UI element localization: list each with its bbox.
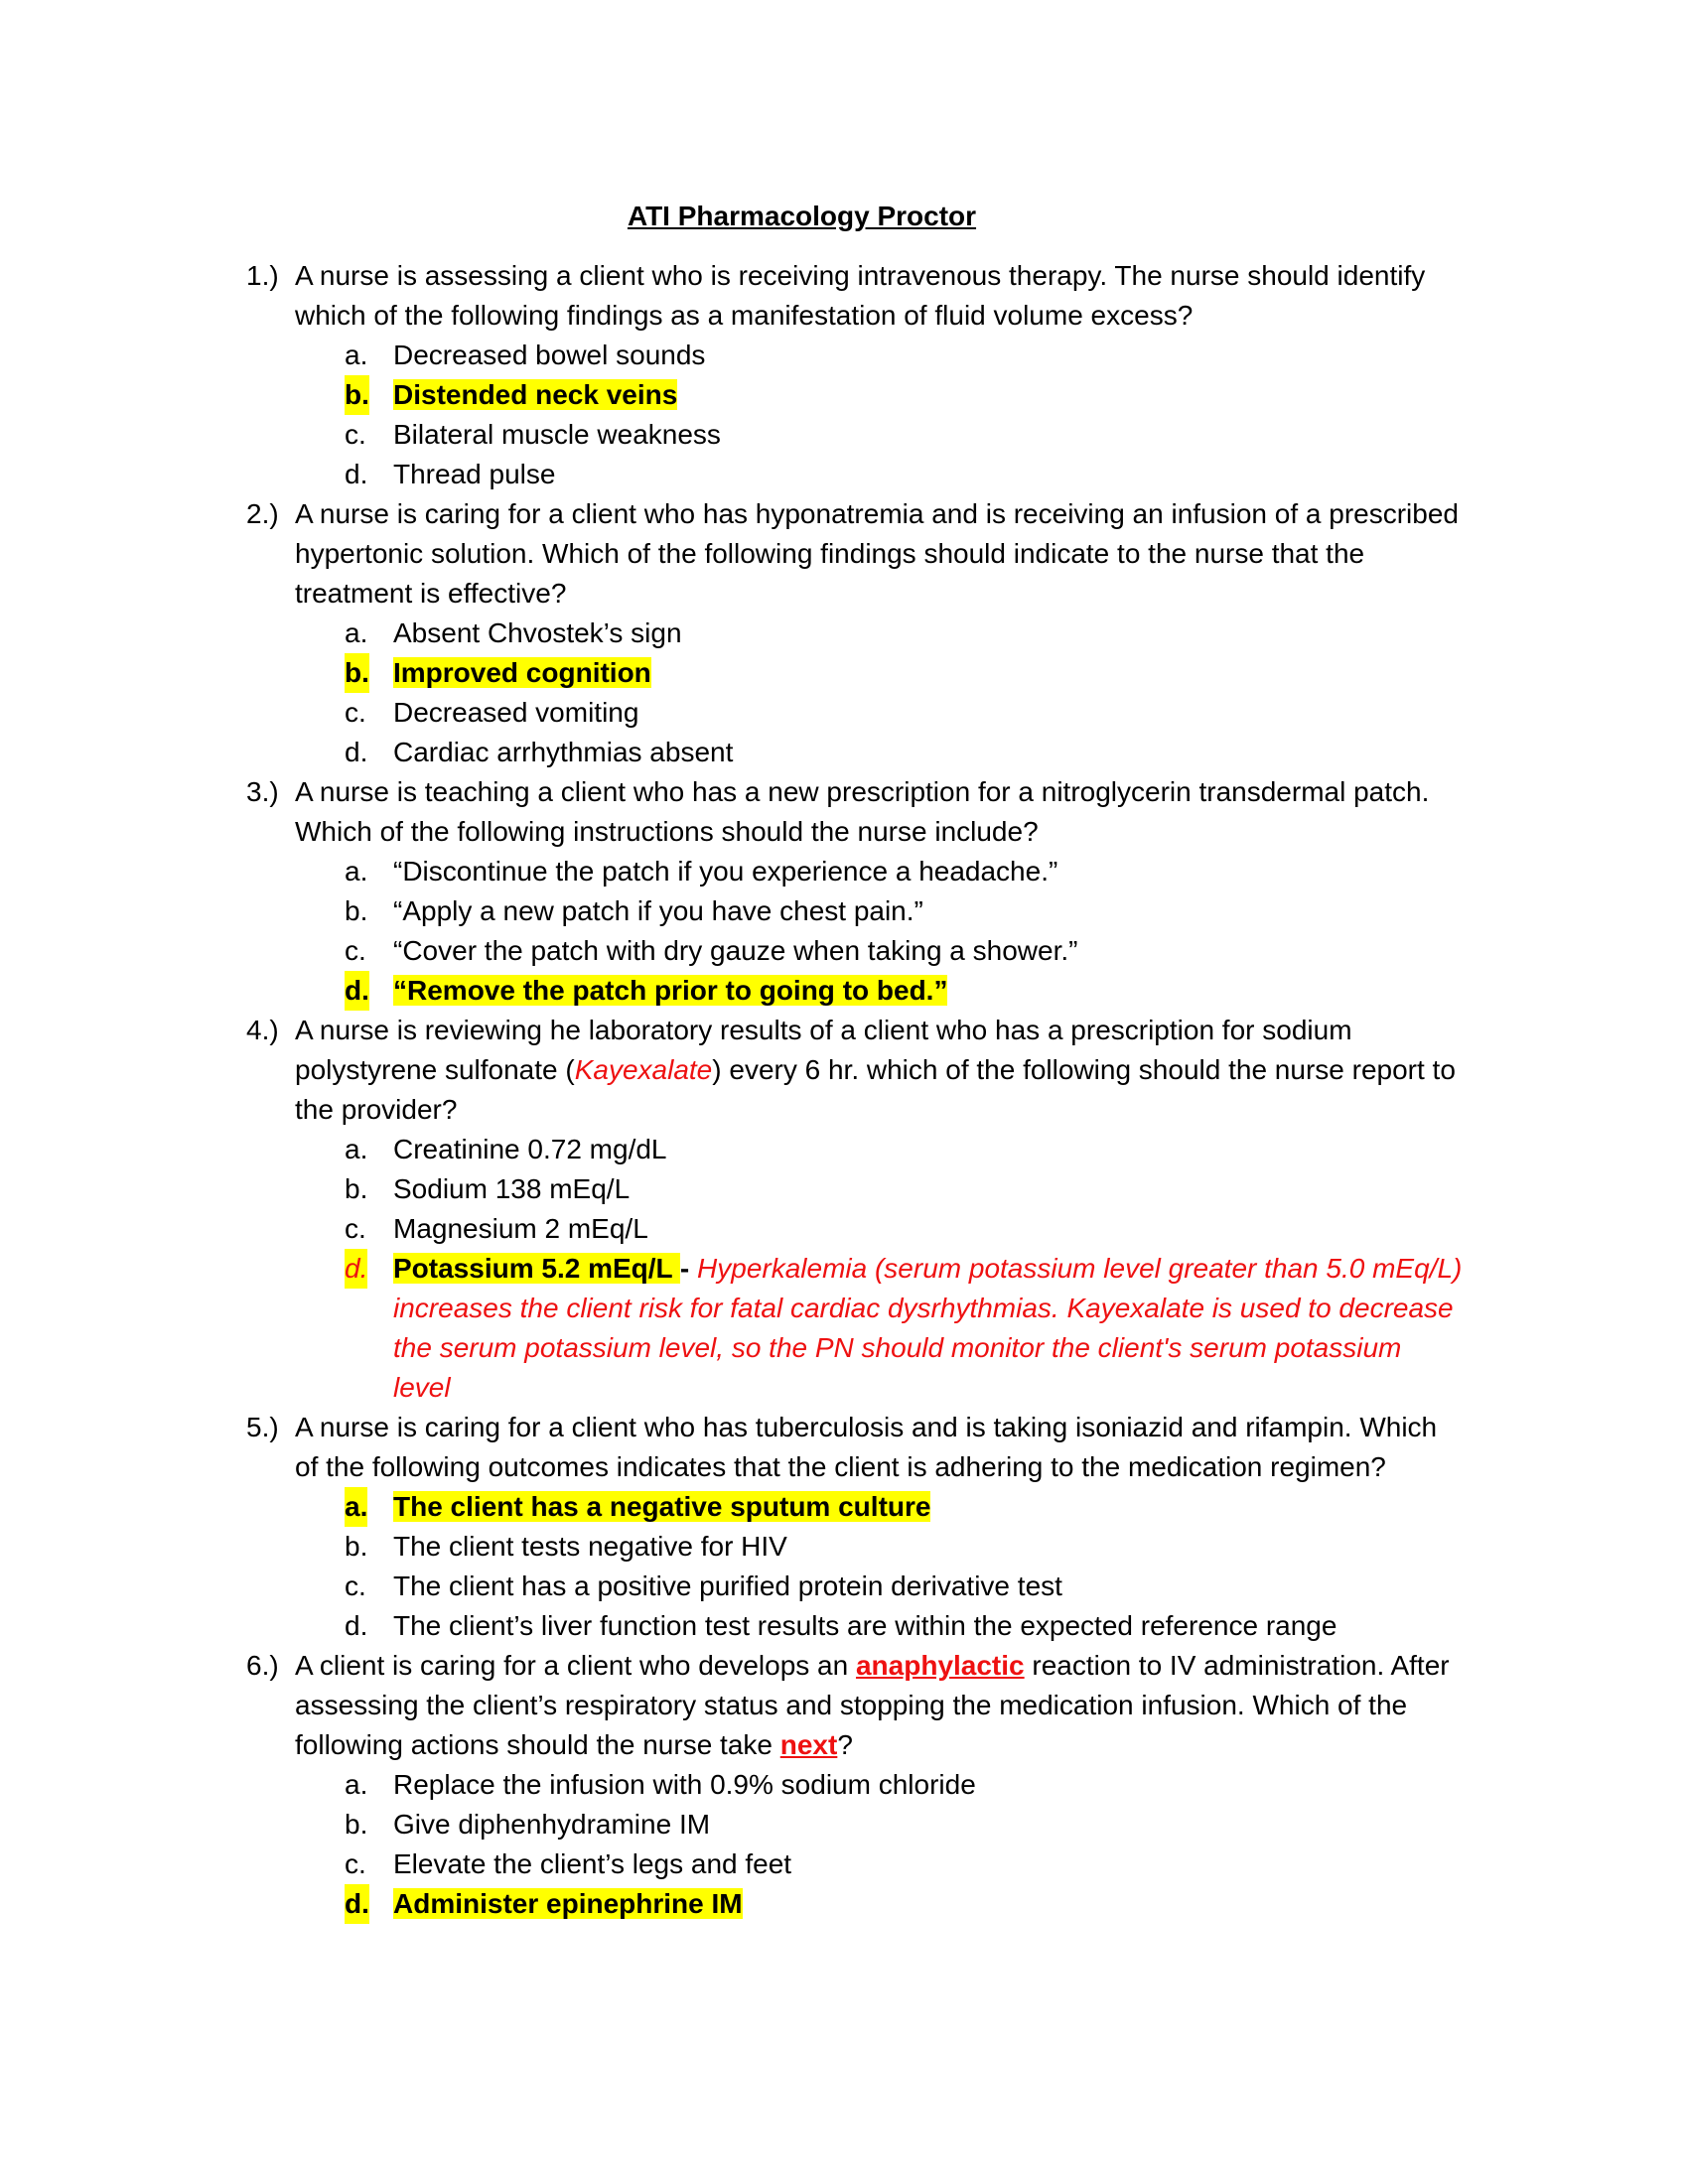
question-number: 3.) xyxy=(246,776,279,807)
option-4c xyxy=(0,1209,1688,1249)
option-text: Replace the infusion with 0.9% sodium chloride xyxy=(393,1769,976,1800)
keyword-anaphylactic: anaphylactic xyxy=(855,1650,1025,1681)
option-letter: c. xyxy=(345,697,366,728)
question-number: 4.) xyxy=(246,1015,279,1045)
answer-rationale: Hyperkalemia (serum potassium level greater than 5.0 mEq/L) increases the client risk for fatal cardiac dysrhythmias. Kayexalate is used to decrease the serum potassium level, so the PN should monitor the client's serum potassium level xyxy=(393,1253,1463,1403)
question-1 xyxy=(0,256,1467,336)
question-text-part: A client is caring for a client who develops an xyxy=(295,1650,856,1681)
option-text: “Discontinue the patch if you experience a headache.” xyxy=(393,856,1058,887)
option-1a xyxy=(0,336,1688,375)
option-text: The client’s liver function test results are within the expected reference range xyxy=(393,1610,1337,1641)
option-text: Thread pulse xyxy=(393,459,556,489)
answer-dash: - xyxy=(679,1253,690,1284)
option-letter: c. xyxy=(345,1848,366,1879)
option-letter: a. xyxy=(345,617,368,648)
question-text: A nurse is caring for a client who has tuberculosis and is taking isoniazid and rifampin. Which of the following outcomes indicates that the client is adhering to the medication regimen? xyxy=(295,1412,1438,1482)
option-2b-correct xyxy=(0,653,1688,693)
option-text: Creatinine 0.72 mg/dL xyxy=(393,1134,667,1164)
option-letter: d. xyxy=(345,1610,368,1641)
option-letter: d. xyxy=(345,1249,367,1289)
option-text: Decreased bowel sounds xyxy=(393,340,706,370)
option-letter: c. xyxy=(345,1213,366,1244)
page-title: ATI Pharmacology Proctor xyxy=(627,201,977,231)
option-text: The client has a positive purified protein derivative test xyxy=(393,1570,1062,1601)
option-5c xyxy=(0,1567,1688,1606)
option-letter: a. xyxy=(345,1134,368,1164)
option-1b-correct xyxy=(0,375,1688,415)
option-letter: d. xyxy=(345,971,369,1011)
question-text-part: ) every 6 hr. which of the following should the nurse report to the provider? xyxy=(295,1054,1456,1125)
option-letter: b. xyxy=(345,653,369,693)
question-list xyxy=(0,256,1688,1924)
option-2a xyxy=(0,614,1688,653)
option-3a xyxy=(0,852,1688,891)
question-4 xyxy=(0,1011,1467,1130)
option-4a xyxy=(0,1130,1688,1169)
option-2d xyxy=(0,733,1688,772)
question-text: A nurse is assessing a client who is receiving intravenous therapy. The nurse should identify which of the following findings as a manifestation of fluid volume excess? xyxy=(295,260,1426,331)
option-text-highlighted: The client has a negative sputum culture xyxy=(393,1491,931,1522)
question-text-part: A nurse is reviewing he laboratory results of a client who has a prescription for sodium polystyrene sulfonate ( xyxy=(295,1015,1352,1085)
question-number: 5.) xyxy=(246,1412,279,1442)
option-text: “Cover the patch with dry gauze when taking a shower.” xyxy=(393,935,1078,966)
question-text-part: reaction to IV administration. After assessing the client’s respiratory status and stopping the medication infusion. Which of the following actions should the nurse take xyxy=(295,1650,1450,1760)
question-2 xyxy=(0,494,1467,614)
option-3c xyxy=(0,931,1688,971)
option-text-highlighted: Improved cognition xyxy=(393,657,651,688)
option-text: The client tests negative for HIV xyxy=(393,1531,787,1562)
option-5b xyxy=(0,1527,1688,1567)
question-text: A nurse is teaching a client who has a new prescription for a nitroglycerin transdermal patch. Which of the following instructions should the nurse include? xyxy=(295,776,1430,847)
option-text-highlighted: Potassium 5.2 mEq/L xyxy=(393,1253,680,1284)
question-5 xyxy=(0,1408,1467,1487)
option-3b xyxy=(0,891,1688,931)
option-letter: d. xyxy=(345,1884,369,1924)
option-6c xyxy=(0,1844,1688,1884)
option-text-highlighted: Administer epinephrine IM xyxy=(393,1888,743,1919)
option-letter: b. xyxy=(345,375,369,415)
question-6 xyxy=(0,1646,1467,1765)
option-text-highlighted: Distended neck veins xyxy=(393,379,678,410)
question-text: A nurse is caring for a client who has hyponatremia and is receiving an infusion of a prescribed hypertonic solution. Which of the following findings should indicate to the nurse that the treatment is effective? xyxy=(295,498,1459,609)
option-letter: a. xyxy=(345,1487,367,1527)
option-4d-correct xyxy=(0,1249,1466,1408)
option-5d xyxy=(0,1606,1688,1646)
drug-name: Kayexalate xyxy=(574,1054,713,1085)
option-text-highlighted: “Remove the patch prior to going to bed.” xyxy=(393,975,948,1006)
option-3d-correct xyxy=(0,971,1688,1011)
option-1c xyxy=(0,415,1688,455)
question-text-part: ? xyxy=(837,1729,853,1760)
option-2c xyxy=(0,693,1688,733)
option-text: Bilateral muscle weakness xyxy=(393,419,721,450)
option-letter: a. xyxy=(345,1769,368,1800)
option-6a xyxy=(0,1765,1688,1805)
option-text: Give diphenhydramine IM xyxy=(393,1809,711,1840)
question-number: 1.) xyxy=(246,260,279,291)
option-letter: a. xyxy=(345,340,368,370)
option-4b xyxy=(0,1169,1688,1209)
option-text: Sodium 138 mEq/L xyxy=(393,1173,631,1204)
option-text: Absent Chvostek’s sign xyxy=(393,617,682,648)
option-text: “Apply a new patch if you have chest pain.” xyxy=(393,895,923,926)
option-text: Magnesium 2 mEq/L xyxy=(393,1213,648,1244)
option-letter: b. xyxy=(345,1531,368,1562)
option-text: Cardiac arrhythmias absent xyxy=(393,737,734,767)
option-6b xyxy=(0,1805,1688,1844)
option-letter: d. xyxy=(345,737,368,767)
option-1d xyxy=(0,455,1688,494)
question-number: 2.) xyxy=(246,498,279,529)
option-letter: d. xyxy=(345,459,368,489)
option-text: Decreased vomiting xyxy=(393,697,639,728)
option-letter: c. xyxy=(345,419,366,450)
option-letter: c. xyxy=(345,935,366,966)
option-text: Elevate the client’s legs and feet xyxy=(393,1848,792,1879)
option-letter: b. xyxy=(345,895,368,926)
question-3 xyxy=(0,772,1467,852)
option-letter: c. xyxy=(345,1570,366,1601)
option-letter: b. xyxy=(345,1809,368,1840)
option-6d-correct xyxy=(0,1884,1688,1924)
option-5a-correct xyxy=(0,1487,1688,1527)
keyword-next: next xyxy=(779,1729,838,1760)
option-letter: b. xyxy=(345,1173,368,1204)
option-letter: a. xyxy=(345,856,368,887)
question-number: 6.) xyxy=(246,1650,279,1681)
